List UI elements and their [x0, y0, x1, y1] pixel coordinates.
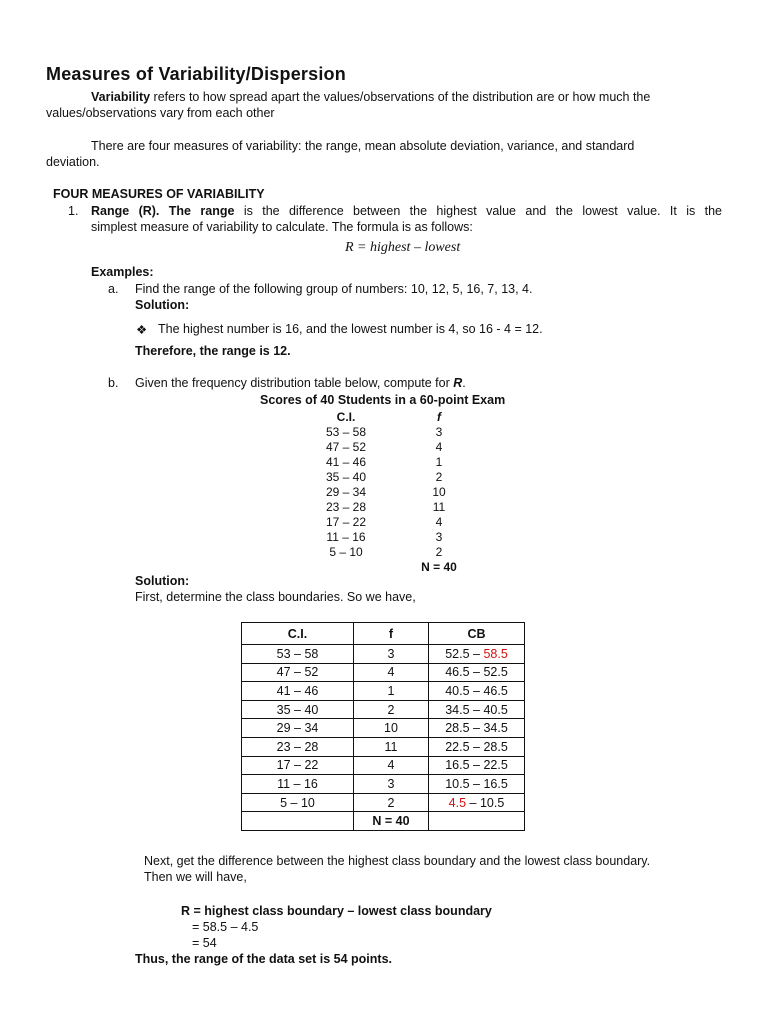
- closing-line-1: Next, get the difference between the highest class boundary and the lowest class boundary.: [144, 854, 651, 868]
- cb-boundary-cell: [429, 775, 525, 794]
- cb-separator: –: [469, 702, 484, 717]
- cb-table-row: [242, 737, 525, 756]
- frequency-header-ci: C.I.: [336, 410, 356, 424]
- cb-lower-boundary: 4.5: [448, 795, 467, 810]
- cb-ci-cell: 17 – 22: [242, 756, 354, 775]
- frequency-f-cell: 10: [432, 485, 446, 499]
- example-a-letter: a.: [108, 282, 119, 296]
- cb-table-row: [242, 756, 525, 775]
- example-b-solution-label: Solution:: [135, 574, 190, 588]
- cb-boundary-cell: [429, 793, 525, 812]
- frequency-table-header: [300, 410, 480, 425]
- example-b-solution-text: First, determine the class boundaries. So we have,: [135, 590, 416, 604]
- cb-header-f: f: [354, 623, 429, 645]
- frequency-table-title: Scores of 40 Students in a 60-point Exam: [260, 393, 506, 407]
- frequency-table: [300, 410, 480, 575]
- cb-f-cell: 3: [354, 645, 429, 664]
- item-1-bold: Range (R). The range: [91, 204, 235, 218]
- examples-label: Examples:: [91, 265, 154, 279]
- example-a-solution-label: Solution:: [135, 298, 190, 312]
- frequency-ci-cell: 47 – 52: [325, 440, 367, 454]
- frequency-ci-cell: 29 – 34: [325, 485, 367, 499]
- cb-lower-boundary: 22.5: [445, 739, 470, 754]
- page-title: Measures of Variability/Dispersion: [46, 64, 346, 84]
- cb-table-row: [242, 700, 525, 719]
- closing-line-2: Then we will have,: [144, 870, 247, 884]
- frequency-table-row: [300, 455, 480, 470]
- cb-upper-boundary: 40.5: [483, 702, 508, 717]
- cb-ci-cell: 11 – 16: [242, 775, 354, 794]
- cb-f-cell: 4: [354, 663, 429, 682]
- cb-table-row: [242, 682, 525, 701]
- cb-boundary-cell: [429, 756, 525, 775]
- frequency-table-row: [300, 485, 480, 500]
- example-a-bullet-text: The highest number is 16, and the lowest number is 4, so 16 - 4 = 12.: [158, 322, 543, 336]
- cb-upper-boundary: 16.5: [483, 776, 508, 791]
- frequency-f-cell: 2: [435, 545, 443, 559]
- frequency-table-row: [300, 500, 480, 515]
- cb-f-cell: 2: [354, 700, 429, 719]
- cb-separator: –: [469, 665, 484, 680]
- cb-table-row: [242, 775, 525, 794]
- frequency-table-row: [300, 425, 480, 440]
- frequency-f-cell: 4: [435, 440, 443, 454]
- example-b-text-end: .: [462, 376, 466, 390]
- frequency-total: N = 40: [421, 560, 457, 574]
- cb-separator: –: [466, 795, 480, 810]
- cb-f-cell: 1: [354, 682, 429, 701]
- frequency-ci-cell: 5 – 10: [329, 545, 363, 559]
- cb-upper-boundary: 52.5: [483, 665, 508, 680]
- cb-ci-cell: 41 – 46: [242, 682, 354, 701]
- closing-step-2: = 54: [192, 936, 217, 950]
- example-a-conclusion: Therefore, the range is 12.: [135, 344, 291, 358]
- intro-p2-line-1: There are four measures of variability: the range, mean absolute deviation, variance, and standard: [91, 139, 635, 153]
- cb-separator: –: [469, 721, 484, 736]
- range-formula: R = highest – lowest: [345, 240, 461, 255]
- frequency-table-row: [300, 470, 480, 485]
- cb-total-empty-2: [429, 812, 525, 831]
- frequency-header-f: f: [437, 410, 441, 424]
- cb-ci-cell: 35 – 40: [242, 700, 354, 719]
- cb-f-cell: 2: [354, 793, 429, 812]
- cb-table-total-row: [242, 812, 525, 831]
- frequency-f-cell: 2: [435, 470, 443, 484]
- cb-header-ci: C.I.: [242, 623, 354, 645]
- intro-p2-line-2: deviation.: [46, 155, 100, 169]
- cb-boundary-cell: [429, 737, 525, 756]
- cb-table-row: [242, 663, 525, 682]
- frequency-table-total: [300, 560, 480, 575]
- frequency-ci-cell: 35 – 40: [325, 470, 367, 484]
- frequency-ci-cell: 23 – 28: [325, 500, 367, 514]
- cb-separator: –: [469, 776, 484, 791]
- example-a-text: Find the range of the following group of numbers: 10, 12, 5, 16, 7, 13, 4.: [135, 282, 533, 296]
- cb-ci-cell: 5 – 10: [242, 793, 354, 812]
- cb-lower-boundary: 52.5: [445, 646, 470, 661]
- cb-upper-boundary: 46.5: [483, 683, 508, 698]
- cb-table-row: [242, 719, 525, 738]
- example-b-text-r: R: [453, 376, 463, 390]
- frequency-table-row: [300, 530, 480, 545]
- frequency-ci-cell: 41 – 46: [325, 455, 367, 469]
- cb-lower-boundary: 40.5: [445, 683, 470, 698]
- cb-separator: –: [469, 683, 484, 698]
- cb-f-cell: 4: [354, 756, 429, 775]
- cb-f-cell: 10: [354, 719, 429, 738]
- cb-boundary-cell: [429, 719, 525, 738]
- cb-boundary-cell: [429, 663, 525, 682]
- class-boundary-table: [241, 622, 525, 831]
- cb-total: N = 40: [354, 812, 429, 831]
- cb-ci-cell: 47 – 52: [242, 663, 354, 682]
- frequency-table-row: [300, 545, 480, 560]
- cb-upper-boundary: 28.5: [483, 739, 508, 754]
- example-b-text: [135, 376, 466, 390]
- item-1-text: is the difference between the highest value and the lowest value. It is the: [234, 204, 723, 218]
- cb-upper-boundary: 22.5: [483, 758, 508, 773]
- cb-ci-cell: 23 – 28: [242, 737, 354, 756]
- cb-table-header-row: [242, 623, 525, 645]
- cb-total-empty: [242, 812, 354, 831]
- frequency-ci-cell: 11 – 16: [326, 530, 366, 544]
- cb-separator: –: [469, 758, 484, 773]
- frequency-ci-cell: 53 – 58: [325, 425, 367, 439]
- closing-step-1: = 58.5 – 4.5: [192, 920, 259, 934]
- cb-lower-boundary: 16.5: [445, 758, 470, 773]
- cb-ci-cell: 29 – 34: [242, 719, 354, 738]
- frequency-f-cell: 11: [432, 500, 446, 514]
- cb-separator: –: [469, 646, 484, 661]
- cb-ci-cell: 53 – 58: [242, 645, 354, 664]
- cb-f-cell: 3: [354, 775, 429, 794]
- cb-boundary-cell: [429, 645, 525, 664]
- cb-lower-boundary: 10.5: [445, 776, 470, 791]
- cb-boundary-cell: [429, 682, 525, 701]
- closing-formula: R = highest class boundary – lowest class boundary: [181, 904, 492, 918]
- frequency-table-row: [300, 515, 480, 530]
- cb-f-cell: 11: [354, 737, 429, 756]
- cb-lower-boundary: 46.5: [445, 665, 470, 680]
- closing-conclusion: Thus, the range of the data set is 54 points.: [135, 952, 392, 966]
- item-1-line-2: simplest measure of variability to calculate. The formula is as follows:: [91, 220, 473, 234]
- item-1-number: 1.: [68, 204, 79, 218]
- example-b-letter: b.: [108, 376, 119, 390]
- cb-separator: –: [469, 739, 484, 754]
- diamond-bullet-icon: ❖: [136, 323, 148, 337]
- example-b-text-main: Given the frequency distribution table below, compute for: [135, 376, 454, 390]
- frequency-f-cell: 4: [435, 515, 443, 529]
- intro-term: Variability: [91, 90, 151, 104]
- cb-lower-boundary: 34.5: [445, 702, 470, 717]
- cb-lower-boundary: 28.5: [445, 721, 470, 736]
- cb-upper-boundary: 58.5: [483, 646, 508, 661]
- cb-header-cb: CB: [429, 623, 525, 645]
- frequency-f-cell: 3: [435, 425, 443, 439]
- intro-line-1-text: refers to how spread apart the values/observations of the distribution are or how much the: [150, 90, 651, 104]
- item-1-line-1: [91, 204, 722, 218]
- cb-boundary-cell: [429, 700, 525, 719]
- intro-line-1: [91, 90, 650, 104]
- cb-upper-boundary: 34.5: [483, 721, 508, 736]
- frequency-table-row: [300, 440, 480, 455]
- cb-table-row: [242, 645, 525, 664]
- intro-line-2: values/observations vary from each other: [46, 106, 275, 120]
- cb-upper-boundary: 10.5: [479, 795, 505, 810]
- frequency-ci-cell: 17 – 22: [325, 515, 367, 529]
- frequency-f-cell: 1: [435, 455, 443, 469]
- frequency-f-cell: 3: [435, 530, 443, 544]
- cb-table-row: [242, 793, 525, 812]
- section-heading: FOUR MEASURES OF VARIABILITY: [53, 187, 265, 201]
